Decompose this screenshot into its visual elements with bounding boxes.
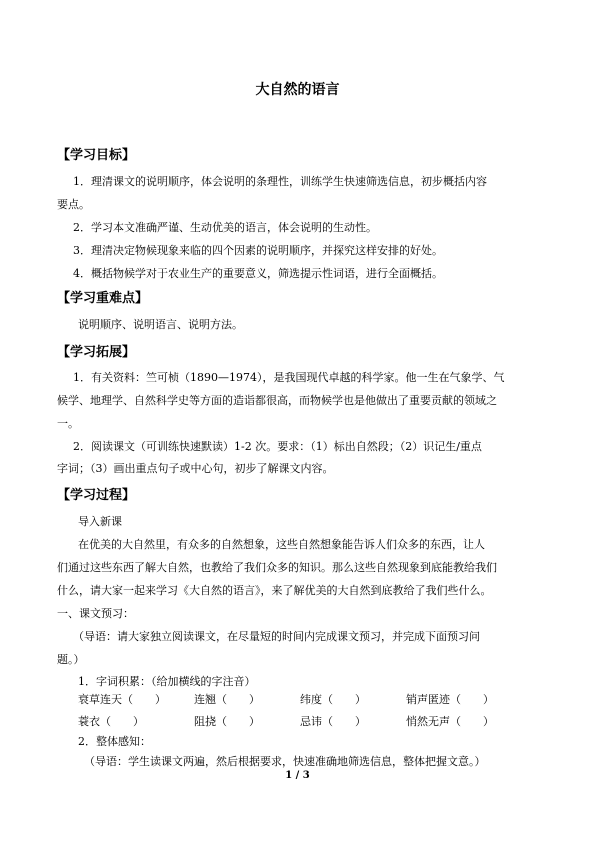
vocab-item: 阻挠（ ） [194, 715, 260, 728]
goal-item: 2．学习本文准确严谨、生动优美的语言，体会说明的生动性。 [73, 221, 377, 234]
overall-guide: （导语：学生读课文两遍，然后根据要求，快速准确地筛选信息，整体把握文意。） [84, 755, 486, 768]
goal-item: 4．概括物候学对于农业生产的重要意义，筛选提示性词语，进行全面概括。 [73, 267, 443, 280]
extension-line: 2．阅读课文（可训练快速默读）1-2 次。要求：（1）标出自然段；（2）识记生/重点 [73, 440, 482, 453]
goal-item: 1．理清课文的说明顺序，体会说明的条理性，训练学生快速筛选信息，初步概括内容 [73, 175, 487, 188]
document-title: 大自然的语言 [255, 82, 340, 98]
section-heading-goals: 【学习目标】 [57, 148, 136, 163]
extension-line: 1．有关资料：竺可桢（1890—1974），是我国现代卓越的科学家。他一生在气象学、气 [73, 371, 505, 384]
extension-line: 字词；（3）画出重点句子或中心句，初步了解课文内容。 [57, 462, 334, 475]
section-heading-keypoints: 【学习重难点】 [57, 291, 149, 306]
section-heading-extension: 【学习拓展】 [57, 345, 136, 360]
overall-heading: 2．整体感知： [78, 735, 151, 748]
page-indicator: 1 / 3 [285, 770, 310, 781]
intro-paragraph-line: 在优美的大自然里，有众多的自然想象，这些自然想象能告诉人们众多的东西，让人 [78, 538, 485, 551]
extension-line: 一。 [57, 417, 79, 430]
intro-paragraph-line: 什么，请大家一起来学习《大自然的语言》，来了解优美的大自然到底教给了我们些什么。 [57, 584, 492, 597]
vocab-item: 蓑衣（ ） [78, 715, 144, 728]
preview-heading: 一、课文预习： [57, 607, 134, 620]
goal-item: 要点。 [57, 198, 90, 211]
vocab-item: 忌讳（ ） [300, 715, 366, 728]
vocab-item: 悄然无声（ ） [406, 715, 494, 728]
vocab-item: 销声匿迹（ ） [406, 693, 494, 706]
keypoints-text: 说明顺序、说明语言、说明方法。 [78, 318, 243, 331]
preview-guide-line: 题。） [57, 653, 85, 666]
preview-guide-line: （导语：请大家独立阅读课文，在尽量短的时间内完成课文预习，并完成下面预习问 [73, 630, 480, 643]
extension-line: 候学、地理学、自然科学史等方面的造诣都很高，而物候学也是他做出了重要贡献的领域之 [57, 394, 497, 407]
vocab-item: 纬度（ ） [300, 693, 366, 706]
section-heading-process: 【学习过程】 [57, 488, 136, 503]
goal-item: 3．理清决定物候现象来临的四个因素的说明顺序，并探究这样安排的好处。 [73, 244, 443, 257]
intro-paragraph-line: 们通过这些东西了解大自然，也教给了我们众多的知识。那么这些自然现象到底能教给我们 [57, 561, 497, 574]
vocab-item: 连翘（ ） [194, 693, 260, 706]
vocab-item: 衰草连天（ ） [78, 693, 166, 706]
vocab-heading: 1．字词积累：（给加横线的字注音） [78, 675, 256, 688]
intro-label: 导入新课 [78, 515, 122, 528]
